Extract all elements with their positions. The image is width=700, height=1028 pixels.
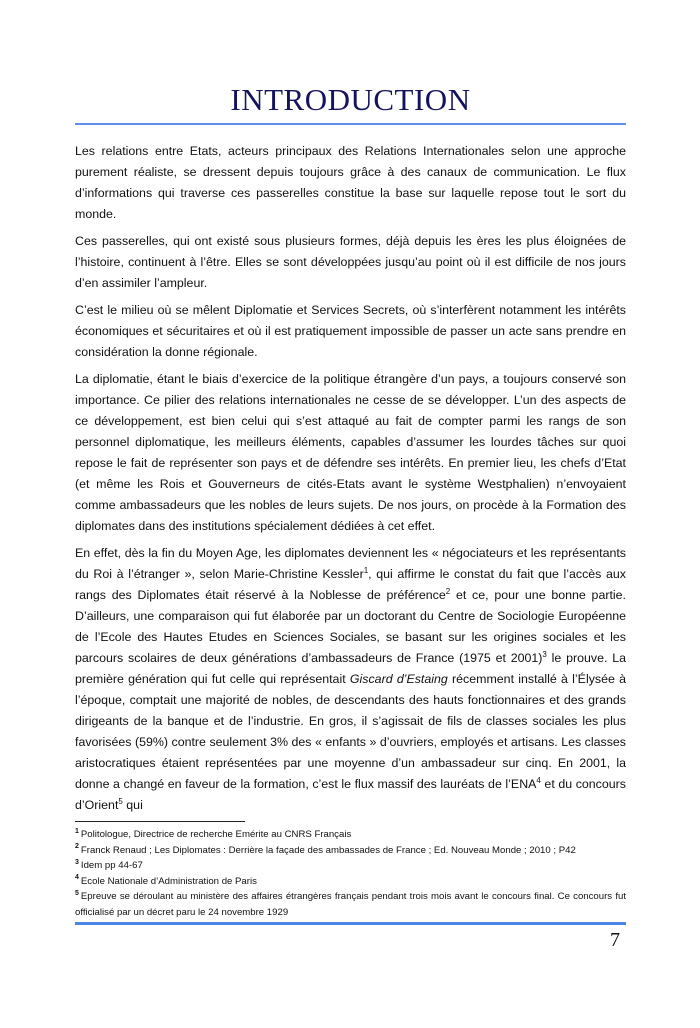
footnote-text: Ecole Nationale d’Administration de Paris	[80, 875, 257, 887]
footnote-text: Idem pp 44-67	[80, 860, 143, 871]
footnote-ref[interactable]: 2	[445, 586, 451, 596]
text-segment: récemment installé à l’Élysée à l’époque, comptait une majorité de nobles, de descendants des hauts fonctionnaires et des grands dirigeants de la banque et de l’industrie. En gros, il s’agissait de fils de classes sociales les plus favorisées (59%) contre seulement 3% des « enfants » d’ouvriers, employés et artisans. Les classes aristocratiques étaient représentées par une moyenne d’un ambassadeur sur cinq. En 2001, la donne a changé en faveur de la formation, c’est le flux massif des lauréats de l’ENA	[75, 672, 627, 791]
footnote-ref[interactable]: 4	[536, 775, 541, 785]
page-number: 7	[610, 929, 620, 951]
footnote-ref[interactable]: 3	[542, 649, 547, 659]
text-segment: En effet, dès la fin du Moyen Age, les diplomates deviennent les « négociateurs et les représentants du Roi à l’étranger », selon Marie-Christine Kessler	[75, 546, 626, 581]
paragraph: Les relations entre Etats, acteurs principaux des Relations Internationales selon une approche purement réaliste, se dressent depuis toujours grâce à des canaux de communication. Le flux d’informations qui traverse ces passerelles constitue la base sur laquelle repose tout le sort du monde.	[75, 144, 626, 221]
footnote-text: Epreuve se déroulant au ministère des affaires étrangères français pendant trois mois avant le concours final. Ce concours fut officialisé par un décret paru le 24 novembre 1929	[75, 891, 626, 918]
footnote-ref[interactable]: 1	[363, 565, 369, 575]
text-segment: et ce, pour une bonne partie. D’ailleurs, une comparaison qui fut élaborée par un doctorant du Centre de Sociologie Européenne de l’Ecole des Hautes Etudes en Sciences Sociales, se basant sur les origines sociales et les parcours scolaires de deux générations d’ambassadeurs de France (1975 et 2001)	[75, 588, 626, 665]
text-segment: et du concours d’Orient	[75, 777, 626, 812]
footnote-text: Politologue, Directrice de recherche Emérite au CNRS Français	[80, 829, 352, 840]
text-segment: le prouve. La première génération qui fut celle qui représentait	[75, 651, 626, 686]
footnotes	[75, 827, 626, 920]
footnote	[75, 827, 626, 843]
footnote	[75, 874, 626, 890]
body-text	[75, 141, 626, 822]
footnote	[75, 843, 626, 859]
footnote-text: Franck Renaud ; Les Diplomates : Derrière la façade des ambassades de France ; Ed. Nouveau Monde ; 2010 ; P42	[80, 844, 576, 856]
text-segment: qui	[122, 798, 143, 812]
footer-rule	[75, 922, 626, 925]
footnote-number: 1	[75, 827, 79, 835]
page-title: INTRODUCTION	[230, 82, 471, 117]
footnote-number: 2	[75, 843, 79, 851]
footnote	[75, 889, 626, 920]
text-segment: , qui affirme le constat du fait que l’accès aux rangs des Diplomates était réservé à la Noblesse de préférence	[75, 567, 626, 602]
footnote	[75, 858, 626, 874]
footnote-number: 3	[75, 858, 79, 866]
footnote-ref[interactable]: 5	[118, 796, 123, 806]
footnote-number: 4	[75, 874, 79, 882]
paragraph	[75, 543, 626, 816]
paragraph: La diplomatie, étant le biais d’exercice de la politique étrangère d’un pays, a toujours conservé son importance. Ce pilier des relations internationales ne cesse de se développer. L’un des aspects de ce développement, est bien celui qui s’est attaqué au fait de compter parmi les rangs de son personnel diplomatique, les meilleurs éléments, capables d’assumer les lourdes tâches sur quoi repose le fait de représenter son pays et de défendre ses intérêts. En premier lieu, les chefs d’Etat (et même les Rois et Gouverneurs de cités-Etats avant le système Westphalien) n’envoyaient comme ambassadeurs que les nobles de leurs sujets. De nos jours, on procède à la Formation des diplomates dans des institutions spécialement dédiées à cet effet.	[75, 372, 626, 533]
footnote-number: 5	[75, 889, 79, 897]
paragraph: C’est le milieu où se mêlent Diplomatie et Services Secrets, où s’interfèrent notamment les intérêts économiques et sécuritaires et où il est pratiquement impossible de passer un acte sans prendre en considération la donne régionale.	[75, 303, 626, 359]
paragraph: Ces passerelles, qui ont existé sous plusieurs formes, déjà depuis les ères les plus éloignées de l’histoire, continuent à l’être. Elles se sont développées jusqu’au point où il est difficile de nos jours d’en assimiler l’ampleur.	[75, 234, 626, 290]
italic-name: Giscard d’Estaing	[349, 672, 448, 686]
title-underline	[75, 123, 626, 125]
footnote-separator	[75, 821, 245, 822]
